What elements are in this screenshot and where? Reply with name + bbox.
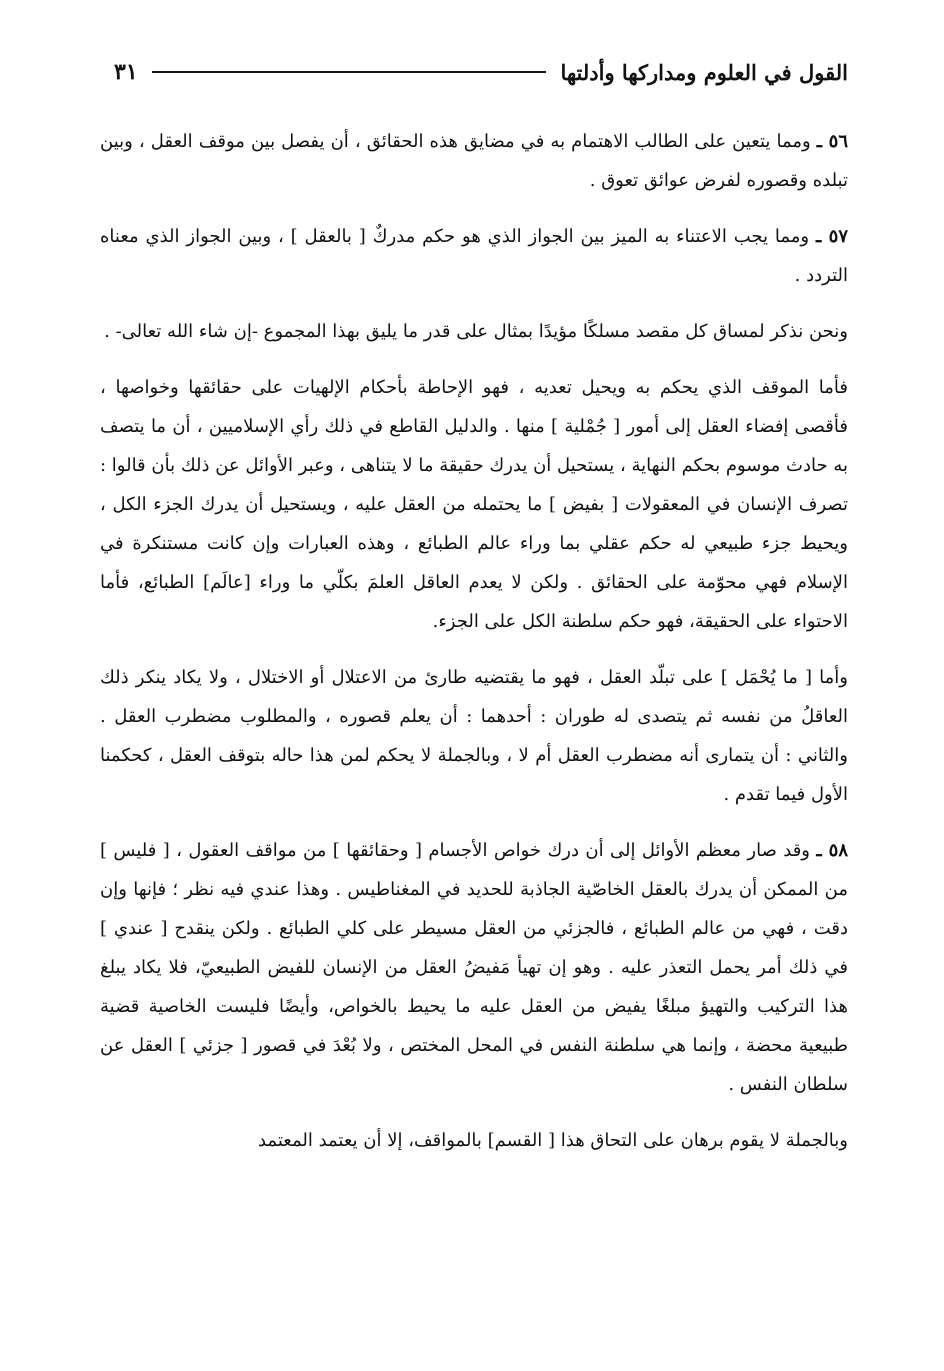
running-title: القول في العلوم ومداركها وأدلتها bbox=[560, 59, 848, 85]
paragraph-number: ٥٨ ـ bbox=[816, 840, 848, 861]
paragraph-text: وبالجملة لا يقوم برهان على التحاق هذا [ القسم] بالمواقف، إلا أن يعتمد المعتمد bbox=[257, 1130, 848, 1151]
page-number: ٣١ bbox=[114, 59, 138, 85]
paragraph-text: وقد صار معظم الأوائل إلى أن درك خواص الأجسام [ وحقائقها ] من مواقف العقول ، [ فليس ] من الممكن أن يدرك بالعقل الخاصّية الجاذبة للحديد في المغناطيس . وهذا عندي فيه نظر ؛ فإنها وإن دقت ، فهي من عالم الطبائع ، فالجزئي من العقل مسيطر على كلي الطبائع . ولكن ينقدح [ عندي ] في ذلك أمر يحمل التعذر عليه . وهو إن تهيأ مَفيضُ العقل من الإنسان للفيض الطبيعيّ، فلا يكاد يبلغ هذا التركيب والتهيؤ مبلغًا يفيض من العقل عليه ما يحيط بالخواص، وأيضًا فليست الخاصية قضية طبيعية محضة ، وإنما هي سلطنة النفس في المحل المختص ، ولا بُعْدَ في قصور [ جزئي ] العقل عن سلطان النفس . bbox=[100, 840, 848, 1095]
paragraph-text: فأما الموقف الذي يحكم به ويحيل تعديه ، فهو الإحاطة بأحكام الإلهيات على حقائقها وخواصها ، فأقصى إفضاء العقل إلى أمور [ جُمْلية ] منها . والدليل القاطع في ذلك رأي الإسلاميين ، أن ما يتصف به حادث موسوم بحكم النهاية ، يستحيل أن يدرك حقيقة ما لا يتناهى ، وعبر الأوائل عن ذلك بأن قالوا : تصرف الإنسان في المعقولات [ بفيض ] ما يحتمله من العقل عليه ، ويستحيل أن يدرك الجزء الكل ، ويحيط جزء طبيعي له حكم عقلي بما وراء عالم الطبائع ، وهذه العبارات وإن كانت مستنكرة في الإسلام فهي محوّمة على الحقائق . ولكن لا يعدم العاقل العلمَ بكلّي ما وراء [عالَم] الطبائع، فأما الاحتواء على الحقيقة، فهو حكم سلطنة الكل على الجزء. bbox=[100, 377, 848, 632]
paragraph-closing bbox=[100, 1121, 848, 1160]
paragraph-text: وأما [ ما يُحْمَل ] على تبلّد العقل ، فهو ما يقتضيه طارئ من الاعتلال أو الاختلال ، ولا يكاد ينكر ذلك العاقلُ من نفسه ثم يتصدى له طوران : أحدهما : أن يعلم قصوره ، والمطلوب مضطرب العقل . والثاني : أن يتمارى أنه مضطرب العقل أم لا ، وبالجملة لا يحكم لمن هذا حاله بتوقف العقل ، كحكمنا الأول فيما تقدم . bbox=[100, 667, 848, 805]
paragraph-57 bbox=[100, 217, 848, 295]
book-page bbox=[100, 50, 848, 1360]
page-body bbox=[100, 122, 848, 1160]
paragraph-58 bbox=[100, 831, 848, 1104]
paragraph-mawqif bbox=[100, 368, 848, 641]
header-rule bbox=[152, 71, 547, 73]
paragraph-56 bbox=[100, 122, 848, 200]
running-header bbox=[100, 50, 848, 94]
paragraph-text: ومما يتعين على الطالب الاهتمام به في مضايق هذه الحقائق ، أن يفصل بين موقف العقل ، وبين تبلده وقصوره لفرض عوائق تعوق . bbox=[100, 131, 848, 191]
paragraph-intro bbox=[100, 312, 848, 351]
paragraph-number: ٥٧ ـ bbox=[815, 226, 848, 247]
paragraph-number: ٥٦ ـ bbox=[816, 131, 848, 152]
paragraph-tabalud bbox=[100, 658, 848, 814]
paragraph-text: ونحن نذكر لمساق كل مقصد مسلكًا مؤيدًا بمثال على قدر ما يليق بهذا المجموع -إن شاء الله تعالى- . bbox=[104, 321, 848, 342]
paragraph-text: ومما يجب الاعتناء به الميز بين الجواز الذي هو حكم مدركٌ [ بالعقل ] ، وبين الجواز الذي معناه التردد . bbox=[100, 226, 848, 286]
